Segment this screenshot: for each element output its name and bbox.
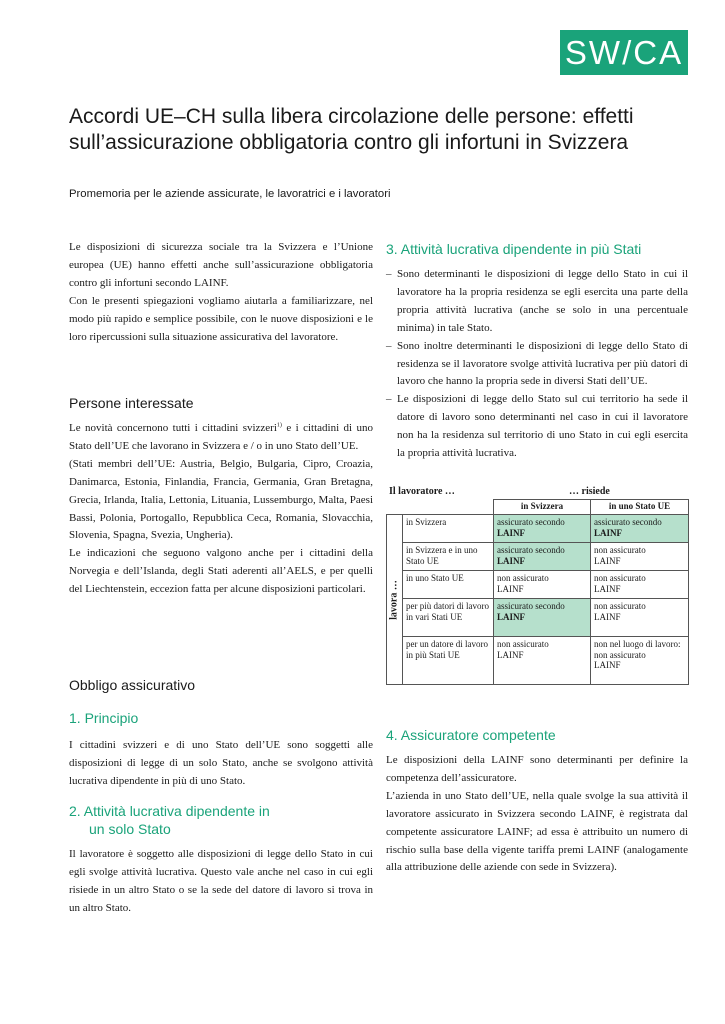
section-3-list xyxy=(386,266,688,463)
left-column xyxy=(69,239,373,346)
table-cell: non assicurato LAINF xyxy=(591,571,689,599)
table-head-left: Il lavoratore … xyxy=(389,486,455,497)
table-col-header-1: in Svizzera xyxy=(494,500,591,515)
section-4-heading: 4. Assicuratore competente xyxy=(386,727,556,743)
table-header-row xyxy=(387,500,689,515)
persons-paragraph-3: Le indicazioni che seguono valgono anche per i cittadini della Norvegia e dell’Islanda, degli Stati aderenti all’AELS, e per quelli del Liechtenstein, eccezion fatta per alcune disposizioni particolari. xyxy=(69,547,373,596)
section-3-item-3: – Le disposizioni di legge dello Stato sul cui territorio ha sede il datore di lavoro sono determinanti nel caso in cui il lavoratore non ha la residenza sul territorio di uno Stato in cui egli esercita la propria attività lucrativa. xyxy=(386,391,688,463)
table-grid xyxy=(386,499,689,685)
table-row-label: per più datori di lavoro in vari Stati UE xyxy=(403,599,494,637)
footnote-ref: 1) xyxy=(276,422,282,429)
persons-heading: Persone interessate xyxy=(69,395,194,411)
intro-paragraph-1: Le disposizioni di sicurezza sociale tra la Svizzera e l’Unione europea (UE) hanno effetti anche sull’assicurazione obbligatoria contro gli infortuni secondo LAINF. xyxy=(69,241,373,289)
table-cell: assicurato secondo LAINF xyxy=(494,543,591,571)
table-row-label: in Svizzera e in uno Stato UE xyxy=(403,543,494,571)
table-row xyxy=(387,637,689,685)
obligation-heading: Obbligo assicurativo xyxy=(69,677,196,693)
persons-p1-text-cont: e i cittadini di uno Stato dell’UE che lavorano in Svizzera e / o in uno Stato dell’UE. xyxy=(69,422,373,452)
table-cell: non assicurato LAINF xyxy=(494,637,591,685)
table-col-header-2: in uno Stato UE xyxy=(591,500,689,515)
table-row-label: per un datore di lavoro in più Stati UE xyxy=(403,637,494,685)
table-row xyxy=(387,571,689,599)
section-3-heading: 3. Attività lucrativa dipendente in più Stati xyxy=(386,241,642,257)
table-corner-2 xyxy=(403,500,494,515)
section-1-heading: 1. Principio xyxy=(69,710,139,726)
section-2-paragraph: Il lavoratore è soggetto alle disposizioni di legge dello Stato in cui egli svolge attività lucrativa. Questo vale anche nel caso in cui egli risiede in un altro Stato o se la sede del datore di lavoro si trova in un altro Stato. xyxy=(69,848,373,914)
table-cell: non assicurato LAINF xyxy=(591,599,689,637)
table-cell: assicurato secondo LAINF xyxy=(494,599,591,637)
section-4-paragraph-2: L’azienda in uno Stato dell’UE, nella quale svolge la sua attività il lavoratore assicurato in Svizzera secondo LAINF, è registrata dal competente assicuratore LAINF; ad essa è attribuito un numero di rischio sulla base della vigente tariffa premi LAINF (analogamente alla attribuzione delle aziende con sede in Svizzera). xyxy=(386,789,688,874)
table-row xyxy=(387,543,689,571)
section-3-item-2: – Sono inoltre determinanti le disposizioni di legge dello Stato di residenza se il lavoratore svolge attività lucrativa per più datori di lavoro che hanno la propria sede in diversi Stati dell’UE. xyxy=(386,338,688,392)
table-row-label: in Svizzera xyxy=(403,515,494,543)
section-1-paragraph: I cittadini svizzeri e di uno Stato dell’UE sono soggetti alle disposizioni di legge di un solo Stato, anche se svolgono attività lucrativa dipendente in più di uno Stato. xyxy=(69,739,373,787)
swica-logo: SW/CA xyxy=(560,30,688,75)
table-cell: assicurato secondo LAINF xyxy=(494,515,591,543)
persons-paragraph-1 xyxy=(69,420,373,456)
persons-paragraph-2: (Stati membri dell’UE: Austria, Belgio, Bulgaria, Cipro, Croazia, Danimarca, Estonia, Finlandia, Francia, Germania, Gran Bretagna, Grecia, Irlanda, Italia, Lettonia, Lituania, Lussemburgo, Malta, Paesi Bassi, Polonia, Portogallo, Repubblica Ceca, Romania, Slovacchia, Slovenia, Spagna, Svezia, Ungheria). xyxy=(69,457,373,542)
table-corner xyxy=(387,500,403,515)
table-head-right: … risiede xyxy=(569,486,610,497)
table-cell: non assicurato LAINF xyxy=(591,543,689,571)
section-4-paragraph-1: Le disposizioni della LAINF sono determinanti per definire la competenza dell’assicuratore. xyxy=(386,754,688,784)
section-2-text xyxy=(69,846,373,918)
section-2-heading xyxy=(69,802,373,838)
section-4-text xyxy=(386,752,688,877)
table-row xyxy=(387,515,689,543)
section-3-item-1: – Sono determinanti le disposizioni di legge dello Stato in cui il lavoratore ha la propria residenza se egli esercita una parte della propria attività lucrativa (anche se solo in una percentuale minima) in tale Stato. xyxy=(386,266,688,338)
intro-paragraph-2: Con le presenti spiegazioni vogliamo aiutarla a familiarizzare, nel modo più rapido e semplice possibile, con le nuove disposizioni e le loro ripercussioni sulla situazione assicurativa del lavoratore. xyxy=(69,294,373,343)
table-cell: non nel luogo di lavoro: non assicurato LAINF xyxy=(591,637,689,685)
table-row-axis: lavora … xyxy=(387,515,403,685)
table-cell: non assicurato LAINF xyxy=(494,571,591,599)
section-1-text xyxy=(69,737,373,791)
page-title: Accordi UE–CH sulla libera circolazione delle persone: effetti sull’assicurazione obbligatoria contro gli infortuni in Svizzera xyxy=(69,105,634,154)
table-cell: assicurato secondo LAINF xyxy=(591,515,689,543)
table-row xyxy=(387,599,689,637)
persons-p1-text: Le novità concernono tutti i cittadini svizzeri xyxy=(69,422,277,434)
page-subtitle: Promemoria per le aziende assicurate, le lavoratrici e i lavoratori xyxy=(69,188,391,200)
section-2-heading-line-1: 2. Attività lucrativa dipendente in xyxy=(69,803,270,819)
persons-section xyxy=(69,420,373,599)
section-2-heading-line-2: un solo Stato xyxy=(89,821,171,837)
table-row-label: in uno Stato UE xyxy=(403,571,494,599)
